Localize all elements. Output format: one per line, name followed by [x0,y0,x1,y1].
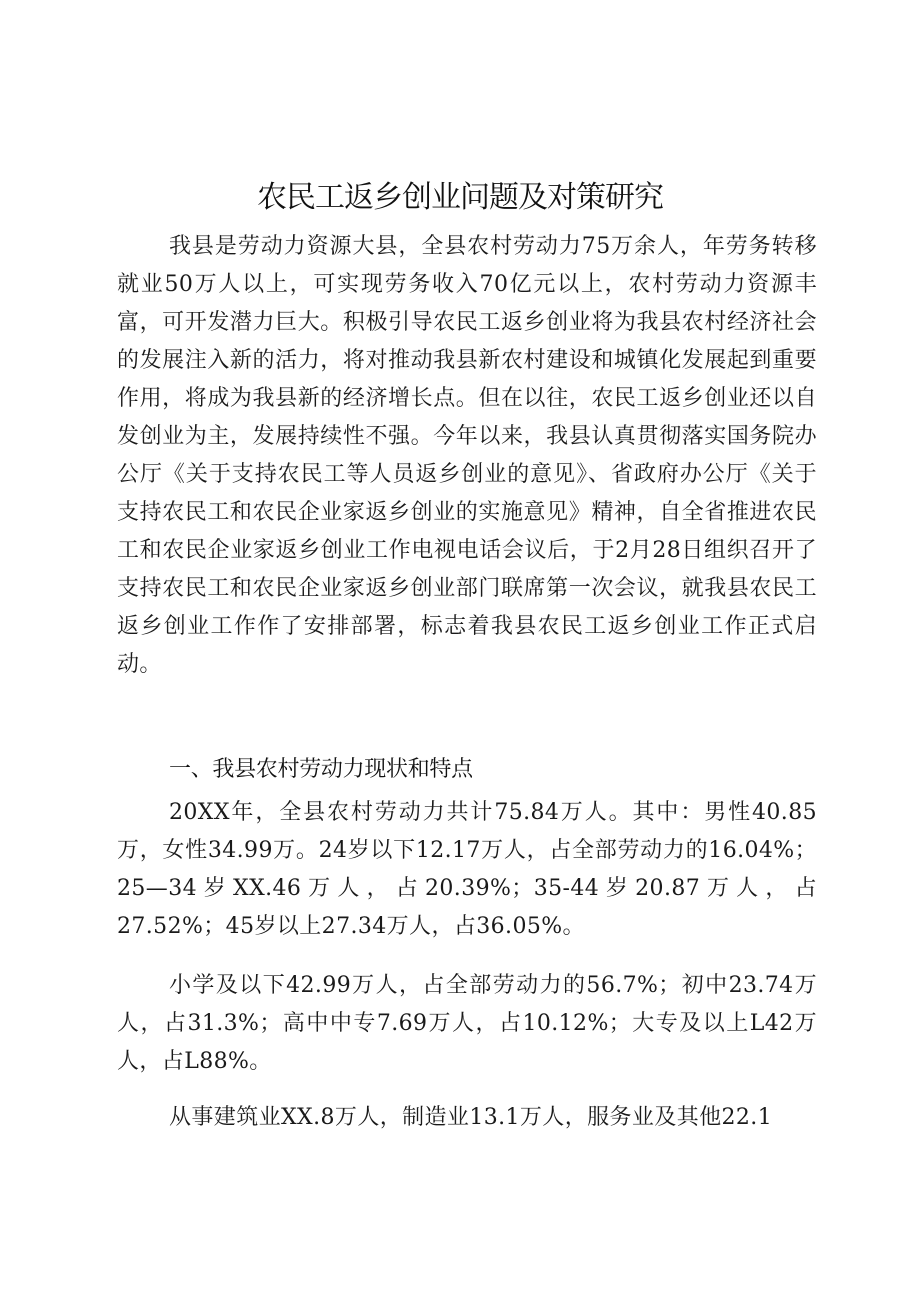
document-title: 农民工返乡创业问题及对策研究 [257,180,663,215]
education-stats-paragraph: 小学及以下42.99万人，占全部劳动力的56.7%；初中23.74万人，占31.3%；高中中专7.69万人，占10.12%；大专及以上L42万人，占L88%。 [117,973,817,1074]
age-stats-paragraph: 20XX年，全县农村劳动力共计75.84万人。其中：男性40.85万，女性34.99万。24岁以下12.17万人，占全部劳动力的16.04%；25—34岁XX.46万人，占20.39%；35-44岁20.87万人，占27.52%；45岁以上27.34万人，占36.05%。 [117,800,817,939]
intro-paragraph: 我县是劳动力资源大县，全县农村劳动力75万余人，年劳务转移就业50万人以上，可实现劳务收入70亿元以上，农村劳动力资源丰富，可开发潜力巨大。积极引导农民工返乡创业将为我县农村经济社会的发展注入新的活力，将对推动我县新农村建设和城镇化发展起到重要作用，将成为我县新的经济增长点。但在以往，农民工返乡创业还以自发创业为主，发展持续性不强。今年以来，我县认真贯彻落实国务院办公厅《关于支持农民工等人员返乡创业的意见》、省政府办公厅《关于支持农民工和农民企业家返乡创业的实施意见》精神，自全省推进农民工和农民企业家返乡创业工作电视电话会议后，于2月28日组织召开了支持农民工和农民企业家返乡创业部门联席第一次会议，就我县农民工返乡创业工作作了安排部署，标志着我县农民工返乡创业工作正式启动。 [117,234,817,677]
industry-stats-paragraph: 从事建筑业XX.8万人，制造业13.1万人，服务业及其他22.1 [169,1105,773,1130]
section-heading: 一、我县农村劳动力现状和特点 [169,757,473,782]
